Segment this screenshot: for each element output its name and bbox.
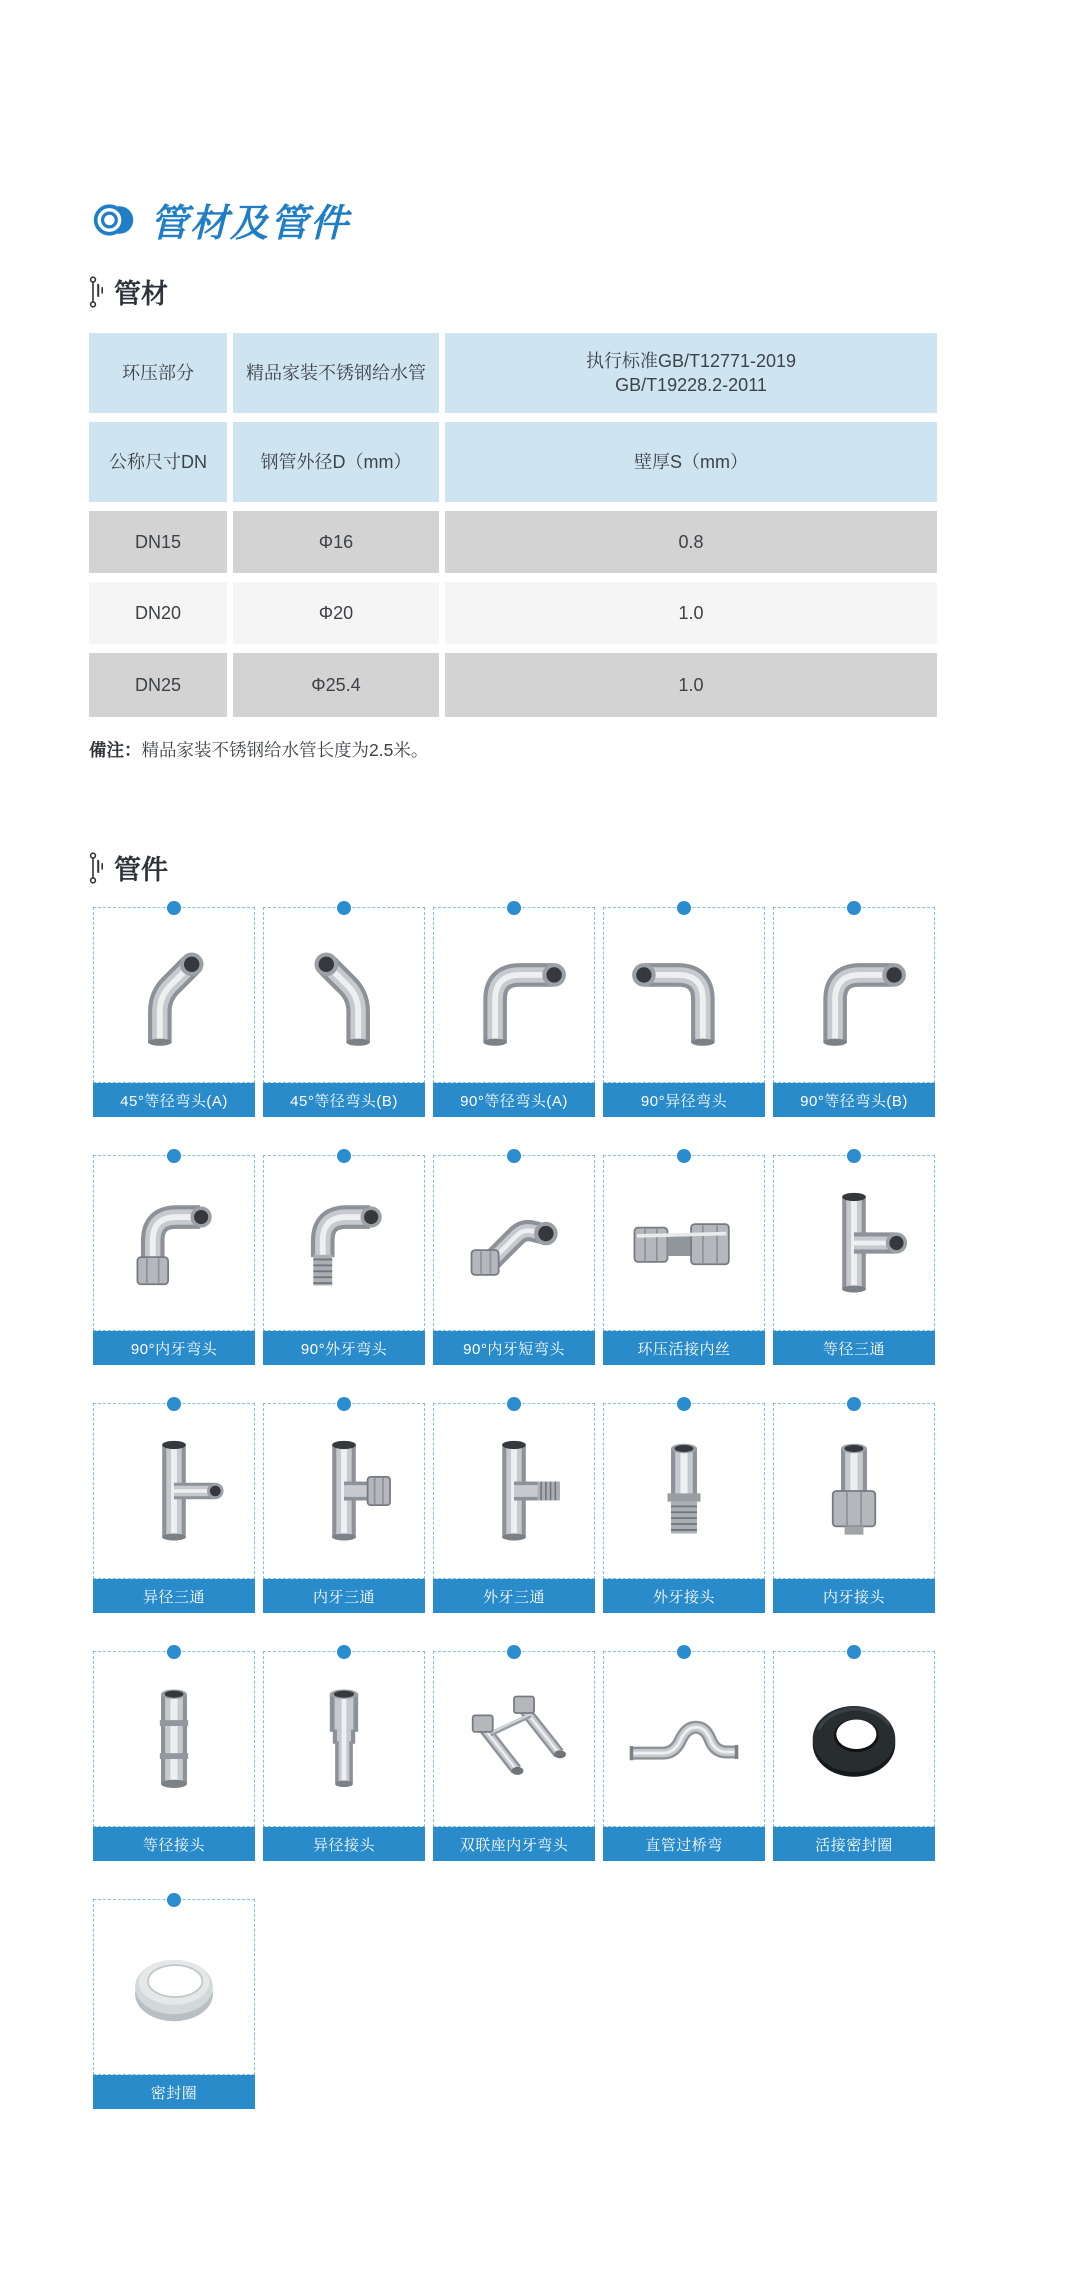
fitting-label: 活接密封圈 bbox=[773, 1827, 935, 1861]
double-elbow-bracket-icon bbox=[455, 1676, 573, 1802]
pin-dot-icon bbox=[507, 1645, 521, 1659]
note-text: 精品家装不锈钢给水管长度为2.5米。 bbox=[141, 740, 429, 760]
fitting-card bbox=[433, 1651, 595, 1861]
fitting-card bbox=[603, 1651, 765, 1861]
bridge-bend-icon bbox=[625, 1676, 743, 1802]
fitting-label: 内牙接头 bbox=[773, 1579, 935, 1613]
elbow-45-icon bbox=[285, 932, 403, 1058]
table-cell: Φ20 bbox=[233, 582, 439, 644]
fitting-label: 等径三通 bbox=[773, 1331, 935, 1365]
seal-ring-icon bbox=[115, 1924, 233, 2050]
fitting-photo-area bbox=[263, 1651, 425, 1827]
fitting-photo-area bbox=[263, 907, 425, 1083]
section-heading-fittings bbox=[89, 848, 168, 887]
fitting-label: 密封圈 bbox=[93, 2075, 255, 2109]
fitting-photo-area bbox=[433, 1651, 595, 1827]
table-cell: 精品家装不锈钢给水管 bbox=[233, 333, 439, 413]
page-title: 管材及管件 bbox=[150, 203, 351, 245]
fitting-label: 双联座内牙弯头 bbox=[433, 1827, 595, 1861]
table-cell: Φ25.4 bbox=[233, 653, 439, 717]
coupling-icon bbox=[115, 1676, 233, 1802]
table-cell-standards bbox=[445, 333, 937, 413]
fitting-photo-area bbox=[773, 1155, 935, 1331]
table-cell: 环压部分 bbox=[89, 333, 227, 413]
fitting-photo-area bbox=[603, 1155, 765, 1331]
pin-dot-icon bbox=[337, 901, 351, 915]
table-note bbox=[89, 737, 428, 762]
fitting-photo-area bbox=[603, 907, 765, 1083]
fitting-label: 环压活接内丝 bbox=[603, 1331, 765, 1365]
fitting-photo-area bbox=[773, 1651, 935, 1827]
fitting-photo-area bbox=[433, 1403, 595, 1579]
pin-dot-icon bbox=[167, 1397, 181, 1411]
fitting-photo-area bbox=[433, 1155, 595, 1331]
fitting-card bbox=[263, 1651, 425, 1861]
pin-dot-icon bbox=[167, 901, 181, 915]
fitting-label: 异径三通 bbox=[93, 1579, 255, 1613]
elbow-short-female-icon bbox=[455, 1180, 573, 1306]
fitting-card bbox=[93, 1899, 255, 2109]
fitting-label: 90°等径弯头(A) bbox=[433, 1083, 595, 1117]
fitting-label: 90°内牙弯头 bbox=[93, 1331, 255, 1365]
fitting-card bbox=[773, 1403, 935, 1613]
section-title-pipes: 管材 bbox=[114, 279, 168, 309]
fitting-card bbox=[773, 907, 935, 1117]
fitting-card bbox=[603, 1155, 765, 1365]
pin-dot-icon bbox=[507, 1397, 521, 1411]
fitting-card bbox=[603, 1403, 765, 1613]
fitting-photo-area bbox=[603, 1403, 765, 1579]
fitting-card bbox=[93, 907, 255, 1117]
section-title-fittings: 管件 bbox=[114, 855, 168, 885]
fitting-photo-area bbox=[603, 1651, 765, 1827]
pin-dot-icon bbox=[677, 1645, 691, 1659]
union-gasket-icon bbox=[795, 1676, 913, 1802]
tee-reducing-icon bbox=[115, 1428, 233, 1554]
pin-dot-icon bbox=[847, 1149, 861, 1163]
fitting-card bbox=[93, 1651, 255, 1861]
pin-dot-icon bbox=[337, 1149, 351, 1163]
pipe-rings-icon bbox=[92, 198, 136, 242]
standard-line-2: GB/T19228.2-2011 bbox=[615, 375, 767, 395]
pin-dot-icon bbox=[847, 1645, 861, 1659]
table-cell: 1.0 bbox=[445, 653, 937, 717]
pin-ruler-icon bbox=[89, 852, 105, 884]
table-cell: 1.0 bbox=[445, 582, 937, 644]
pin-dot-icon bbox=[337, 1645, 351, 1659]
table-cell: DN20 bbox=[89, 582, 227, 644]
fitting-photo-area bbox=[433, 907, 595, 1083]
fitting-card bbox=[263, 1403, 425, 1613]
table-cell: 公称尺寸DN bbox=[89, 422, 227, 502]
table-cell: DN15 bbox=[89, 511, 227, 573]
fitting-label: 异径接头 bbox=[263, 1827, 425, 1861]
pin-dot-icon bbox=[847, 1397, 861, 1411]
elbow-90-male-icon bbox=[285, 1180, 403, 1306]
fitting-photo-area bbox=[93, 1403, 255, 1579]
pin-dot-icon bbox=[167, 1893, 181, 1907]
elbow-90-icon bbox=[795, 932, 913, 1058]
fitting-label: 等径接头 bbox=[93, 1827, 255, 1861]
pin-ruler-icon bbox=[89, 276, 105, 308]
note-label: 備注： bbox=[89, 740, 142, 760]
fittings-grid bbox=[93, 907, 935, 2109]
fitting-card bbox=[603, 907, 765, 1117]
pin-dot-icon bbox=[507, 901, 521, 915]
fitting-photo-area bbox=[263, 1403, 425, 1579]
tee-icon bbox=[795, 1180, 913, 1306]
tee-male-icon bbox=[455, 1428, 573, 1554]
table-cell: DN25 bbox=[89, 653, 227, 717]
elbow-90-icon bbox=[625, 932, 743, 1058]
table-cell: 钢管外径D（mm） bbox=[233, 422, 439, 502]
table-cell: 0.8 bbox=[445, 511, 937, 573]
pipe-spec-table bbox=[89, 333, 937, 717]
pin-dot-icon bbox=[167, 1645, 181, 1659]
fitting-card bbox=[433, 1155, 595, 1365]
fitting-photo-area bbox=[773, 907, 935, 1083]
standard-line-1: 执行标准GB/T12771-2019 bbox=[585, 350, 797, 371]
fitting-label: 45°等径弯头(A) bbox=[93, 1083, 255, 1117]
fitting-card bbox=[433, 1403, 595, 1613]
fitting-photo-area bbox=[263, 1155, 425, 1331]
pin-dot-icon bbox=[337, 1397, 351, 1411]
section-heading-pipes bbox=[89, 272, 168, 311]
fitting-label: 90°外牙弯头 bbox=[263, 1331, 425, 1365]
fitting-photo-area bbox=[773, 1403, 935, 1579]
fitting-card bbox=[263, 1155, 425, 1365]
fitting-label: 内牙三通 bbox=[263, 1579, 425, 1613]
fitting-card bbox=[773, 1155, 935, 1365]
pin-dot-icon bbox=[677, 1397, 691, 1411]
fitting-label: 90°等径弯头(B) bbox=[773, 1083, 935, 1117]
fitting-card bbox=[93, 1155, 255, 1365]
fitting-label: 外牙接头 bbox=[603, 1579, 765, 1613]
table-cell: Φ16 bbox=[233, 511, 439, 573]
fitting-card bbox=[773, 1651, 935, 1861]
page-title-row bbox=[92, 192, 350, 247]
fitting-photo-area bbox=[93, 1899, 255, 2075]
coupling-female-icon bbox=[795, 1428, 913, 1554]
fitting-photo-area bbox=[93, 907, 255, 1083]
elbow-90-icon bbox=[455, 932, 573, 1058]
fitting-photo-area bbox=[93, 1155, 255, 1331]
fitting-label: 45°等径弯头(B) bbox=[263, 1083, 425, 1117]
fitting-label: 90°异径弯头 bbox=[603, 1083, 765, 1117]
pin-dot-icon bbox=[847, 901, 861, 915]
elbow-45-icon bbox=[115, 932, 233, 1058]
pin-dot-icon bbox=[167, 1149, 181, 1163]
fitting-label: 90°内牙短弯头 bbox=[433, 1331, 595, 1365]
fitting-card bbox=[93, 1403, 255, 1613]
pin-dot-icon bbox=[507, 1149, 521, 1163]
fitting-label: 直管过桥弯 bbox=[603, 1827, 765, 1861]
pin-dot-icon bbox=[677, 1149, 691, 1163]
fitting-card bbox=[263, 907, 425, 1117]
coupling-reducing-icon bbox=[285, 1676, 403, 1802]
elbow-90-female-icon bbox=[115, 1180, 233, 1306]
union-female-icon bbox=[625, 1180, 743, 1306]
tee-female-icon bbox=[285, 1428, 403, 1554]
fitting-photo-area bbox=[93, 1651, 255, 1827]
pin-dot-icon bbox=[677, 901, 691, 915]
fitting-label: 外牙三通 bbox=[433, 1579, 595, 1613]
fitting-card bbox=[433, 907, 595, 1117]
table-cell: 壁厚S（mm） bbox=[445, 422, 937, 502]
coupling-male-icon bbox=[625, 1428, 743, 1554]
